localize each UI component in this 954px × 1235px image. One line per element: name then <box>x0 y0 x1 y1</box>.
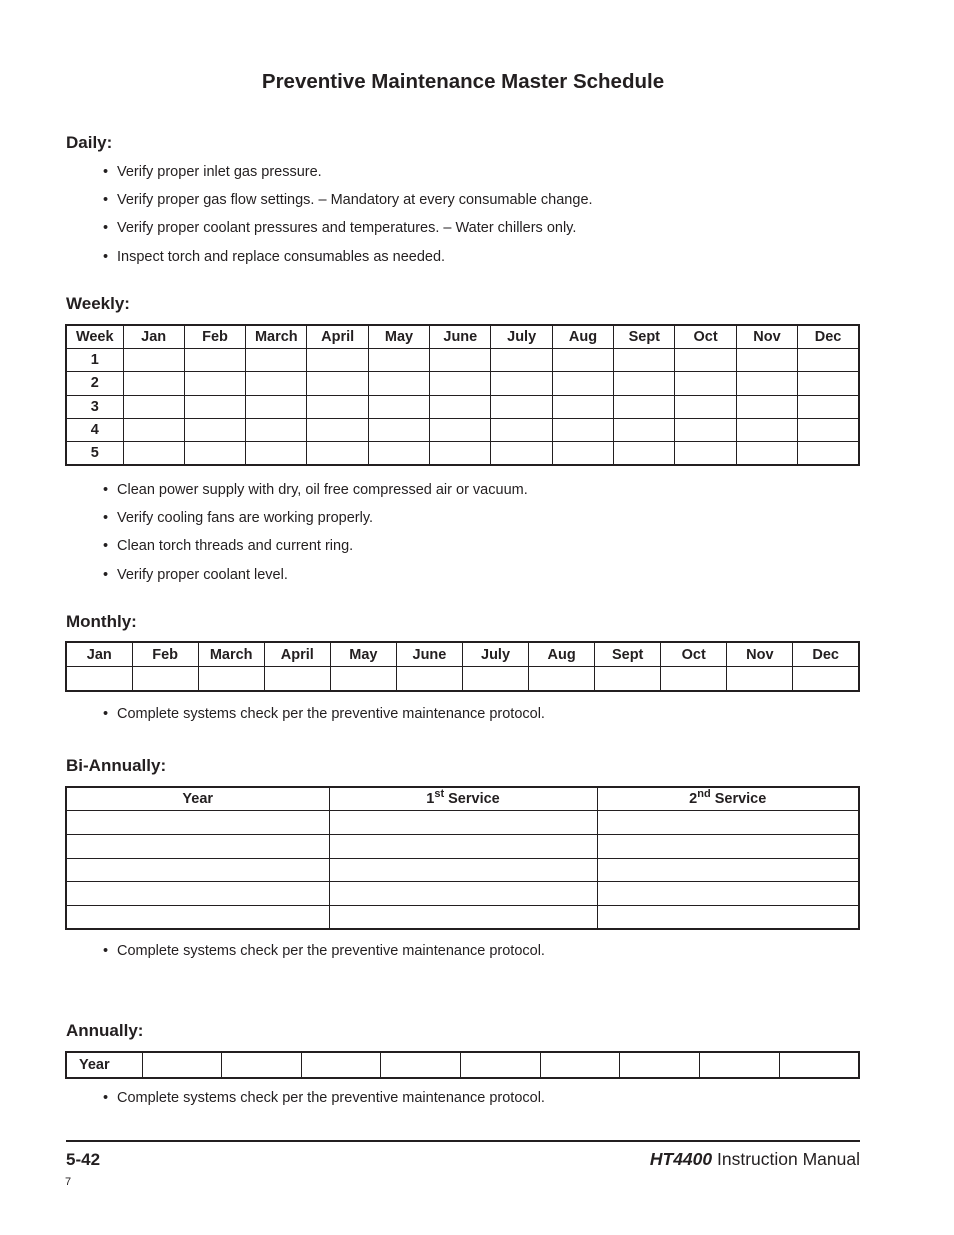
entry-cell[interactable] <box>329 834 597 858</box>
checkbox-cell[interactable] <box>396 667 462 692</box>
entry-cell[interactable] <box>66 811 329 835</box>
entry-cell[interactable] <box>700 1052 780 1078</box>
daily-heading: Daily: <box>66 133 113 152</box>
biannually-heading: Bi-Annually: <box>66 756 167 775</box>
checkbox-cell[interactable] <box>727 667 793 692</box>
week-number: 2 <box>66 372 123 395</box>
checkbox-cell[interactable] <box>368 372 429 395</box>
weekly-table <box>65 324 860 466</box>
checkbox-cell[interactable] <box>552 372 613 395</box>
table-row <box>66 395 859 418</box>
row-label: Year <box>66 1052 142 1078</box>
header-cell: Aug <box>552 325 613 348</box>
small-number: 7 <box>65 1176 72 1188</box>
checkbox-cell[interactable] <box>529 667 595 692</box>
checkbox-cell[interactable] <box>614 348 675 371</box>
checkbox-cell[interactable] <box>307 372 368 395</box>
list-item: • Complete systems check per the preventive maintenance protocol. <box>103 937 545 965</box>
header-cell: Dec <box>798 325 859 348</box>
entry-cell[interactable] <box>142 1052 222 1078</box>
header-cell: April <box>264 642 330 667</box>
daily-list <box>103 158 593 271</box>
checkbox-cell[interactable] <box>798 395 859 418</box>
checkbox-cell[interactable] <box>675 395 736 418</box>
list-item: • Complete systems check per the preventive maintenance protocol. <box>103 1084 545 1112</box>
annual-table <box>65 1051 860 1079</box>
checkbox-cell[interactable] <box>614 372 675 395</box>
biannual-table <box>65 786 860 930</box>
header-cell: Oct <box>661 642 727 667</box>
checkbox-cell[interactable] <box>736 348 797 371</box>
weekly-heading: Weekly: <box>66 294 130 313</box>
checkbox-cell[interactable] <box>491 419 552 442</box>
header-cell: Feb <box>132 642 198 667</box>
header-cell: Jan <box>123 325 184 348</box>
table-row <box>66 882 859 906</box>
checkbox-cell[interactable] <box>552 419 613 442</box>
checkbox-cell[interactable] <box>246 419 307 442</box>
header-cell: Year <box>66 787 329 811</box>
checkbox-cell[interactable] <box>595 667 661 692</box>
checkbox-cell[interactable] <box>246 348 307 371</box>
table-row <box>66 834 859 858</box>
list-item: • Verify proper gas flow settings. – Mandatory at every consumable change. <box>103 186 593 214</box>
checkbox-cell[interactable] <box>430 395 491 418</box>
checkbox-cell[interactable] <box>132 667 198 692</box>
header-cell: Nov <box>736 325 797 348</box>
header-cell: Oct <box>675 325 736 348</box>
checkbox-cell[interactable] <box>368 348 429 371</box>
checkbox-cell[interactable] <box>66 667 132 692</box>
monthly-heading: Monthly: <box>66 612 137 631</box>
entry-cell[interactable] <box>597 858 859 882</box>
checkbox-cell[interactable] <box>123 395 184 418</box>
entry-cell[interactable] <box>779 1052 859 1078</box>
list-item: • Verify proper inlet gas pressure. <box>103 158 593 186</box>
list-item: • Verify proper coolant pressures and temperatures. – Water chillers only. <box>103 214 593 242</box>
checkbox-cell[interactable] <box>736 372 797 395</box>
checkbox-cell[interactable] <box>614 395 675 418</box>
entry-cell[interactable] <box>381 1052 461 1078</box>
table-header-row <box>66 325 859 348</box>
list-item: • Verify cooling fans are working properly. <box>103 504 528 532</box>
checkbox-cell[interactable] <box>491 442 552 465</box>
page-number: 5-42 <box>66 1150 101 1169</box>
entry-cell[interactable] <box>329 811 597 835</box>
checkbox-cell[interactable] <box>198 667 264 692</box>
table-row <box>66 1052 859 1078</box>
checkbox-cell[interactable] <box>307 442 368 465</box>
entry-cell[interactable] <box>540 1052 620 1078</box>
checkbox-cell[interactable] <box>368 442 429 465</box>
table-row <box>66 348 859 371</box>
checkbox-cell[interactable] <box>430 348 491 371</box>
entry-cell[interactable] <box>329 882 597 906</box>
checkbox-cell[interactable] <box>736 395 797 418</box>
header-cell: Sept <box>614 325 675 348</box>
checkbox-cell[interactable] <box>307 419 368 442</box>
manual-title <box>650 1149 860 1170</box>
entry-cell[interactable] <box>597 882 859 906</box>
checkbox-cell[interactable] <box>184 419 245 442</box>
header-cell: May <box>368 325 429 348</box>
checkbox-cell[interactable] <box>123 419 184 442</box>
annually-heading: Annually: <box>66 1021 144 1040</box>
entry-cell[interactable] <box>597 905 859 929</box>
week-number: 3 <box>66 395 123 418</box>
table-row <box>66 858 859 882</box>
checkbox-cell[interactable] <box>491 348 552 371</box>
table-row <box>66 372 859 395</box>
header-cell: Nov <box>727 642 793 667</box>
checkbox-cell[interactable] <box>368 395 429 418</box>
entry-cell[interactable] <box>66 905 329 929</box>
checkbox-cell[interactable] <box>246 395 307 418</box>
checkbox-cell[interactable] <box>307 348 368 371</box>
entry-cell[interactable] <box>329 905 597 929</box>
week-number: 5 <box>66 442 123 465</box>
checkbox-cell[interactable] <box>184 395 245 418</box>
checkbox-cell[interactable] <box>123 372 184 395</box>
footer-divider <box>66 1140 860 1142</box>
checkbox-cell[interactable] <box>462 667 528 692</box>
checkbox-cell[interactable] <box>675 372 736 395</box>
model-name: HT4400 <box>649 1149 713 1169</box>
header-cell: Jan <box>66 642 132 667</box>
week-number: 1 <box>66 348 123 371</box>
checkbox-cell[interactable] <box>798 372 859 395</box>
entry-cell[interactable] <box>66 882 329 906</box>
page-title: Preventive Maintenance Master Schedule <box>261 70 665 93</box>
entry-cell[interactable] <box>222 1052 302 1078</box>
checkbox-cell[interactable] <box>307 395 368 418</box>
checkbox-cell[interactable] <box>430 419 491 442</box>
checkbox-cell[interactable] <box>123 442 184 465</box>
header-cell: July <box>491 325 552 348</box>
header-cell: Aug <box>529 642 595 667</box>
checkbox-cell[interactable] <box>614 419 675 442</box>
checkbox-cell[interactable] <box>184 372 245 395</box>
list-item: • Complete systems check per the preventive maintenance protocol. <box>103 700 545 728</box>
monthly-table <box>65 641 860 692</box>
checkbox-cell[interactable] <box>264 667 330 692</box>
checkbox-cell[interactable] <box>798 348 859 371</box>
header-cell: Feb <box>184 325 245 348</box>
table-header-row <box>66 787 859 811</box>
list-item: • Clean torch threads and current ring. <box>103 532 528 560</box>
monthly-list <box>103 700 545 728</box>
checkbox-cell[interactable] <box>430 442 491 465</box>
week-number: 4 <box>66 419 123 442</box>
header-cell: June <box>430 325 491 348</box>
list-item: • Clean power supply with dry, oil free compressed air or vacuum. <box>103 476 528 504</box>
entry-cell[interactable] <box>66 858 329 882</box>
checkbox-cell[interactable] <box>798 419 859 442</box>
table-row <box>66 667 859 692</box>
weekly-list <box>103 476 528 589</box>
checkbox-cell[interactable] <box>552 395 613 418</box>
entry-cell[interactable] <box>597 811 859 835</box>
header-cell: Sept <box>595 642 661 667</box>
entry-cell[interactable] <box>461 1052 541 1078</box>
checkbox-cell[interactable] <box>123 348 184 371</box>
checkbox-cell[interactable] <box>246 372 307 395</box>
checkbox-cell[interactable] <box>368 419 429 442</box>
header-cell: 1st Service <box>329 787 597 811</box>
header-cell: April <box>307 325 368 348</box>
checkbox-cell[interactable] <box>330 667 396 692</box>
table-row <box>66 811 859 835</box>
checkbox-cell[interactable] <box>614 442 675 465</box>
header-cell: 2nd Service <box>597 787 859 811</box>
checkbox-cell[interactable] <box>491 395 552 418</box>
checkbox-cell[interactable] <box>798 442 859 465</box>
entry-cell[interactable] <box>597 834 859 858</box>
entry-cell[interactable] <box>66 834 329 858</box>
annually-list <box>103 1084 545 1112</box>
checkbox-cell[interactable] <box>675 442 736 465</box>
table-header-row <box>66 642 859 667</box>
checkbox-cell[interactable] <box>430 372 491 395</box>
header-cell: March <box>198 642 264 667</box>
entry-cell[interactable] <box>301 1052 381 1078</box>
checkbox-cell[interactable] <box>184 442 245 465</box>
header-cell: Week <box>66 325 123 348</box>
table-row <box>66 442 859 465</box>
checkbox-cell[interactable] <box>736 442 797 465</box>
header-cell: May <box>330 642 396 667</box>
header-cell: June <box>396 642 462 667</box>
checkbox-cell[interactable] <box>491 372 552 395</box>
checkbox-cell[interactable] <box>661 667 727 692</box>
table-row <box>66 905 859 929</box>
entry-cell[interactable] <box>620 1052 700 1078</box>
checkbox-cell[interactable] <box>552 348 613 371</box>
table-row <box>66 419 859 442</box>
header-cell: July <box>462 642 528 667</box>
entry-cell[interactable] <box>329 858 597 882</box>
list-item: • Verify proper coolant level. <box>103 561 528 589</box>
checkbox-cell[interactable] <box>184 348 245 371</box>
checkbox-cell[interactable] <box>793 667 859 692</box>
header-cell: Dec <box>793 642 859 667</box>
checkbox-cell[interactable] <box>246 442 307 465</box>
list-item: • Inspect torch and replace consumables as needed. <box>103 243 593 271</box>
header-cell: March <box>246 325 307 348</box>
checkbox-cell[interactable] <box>552 442 613 465</box>
manual-label: Instruction Manual <box>712 1149 860 1169</box>
checkbox-cell[interactable] <box>736 419 797 442</box>
biannually-list <box>103 937 545 965</box>
checkbox-cell[interactable] <box>675 419 736 442</box>
checkbox-cell[interactable] <box>675 348 736 371</box>
